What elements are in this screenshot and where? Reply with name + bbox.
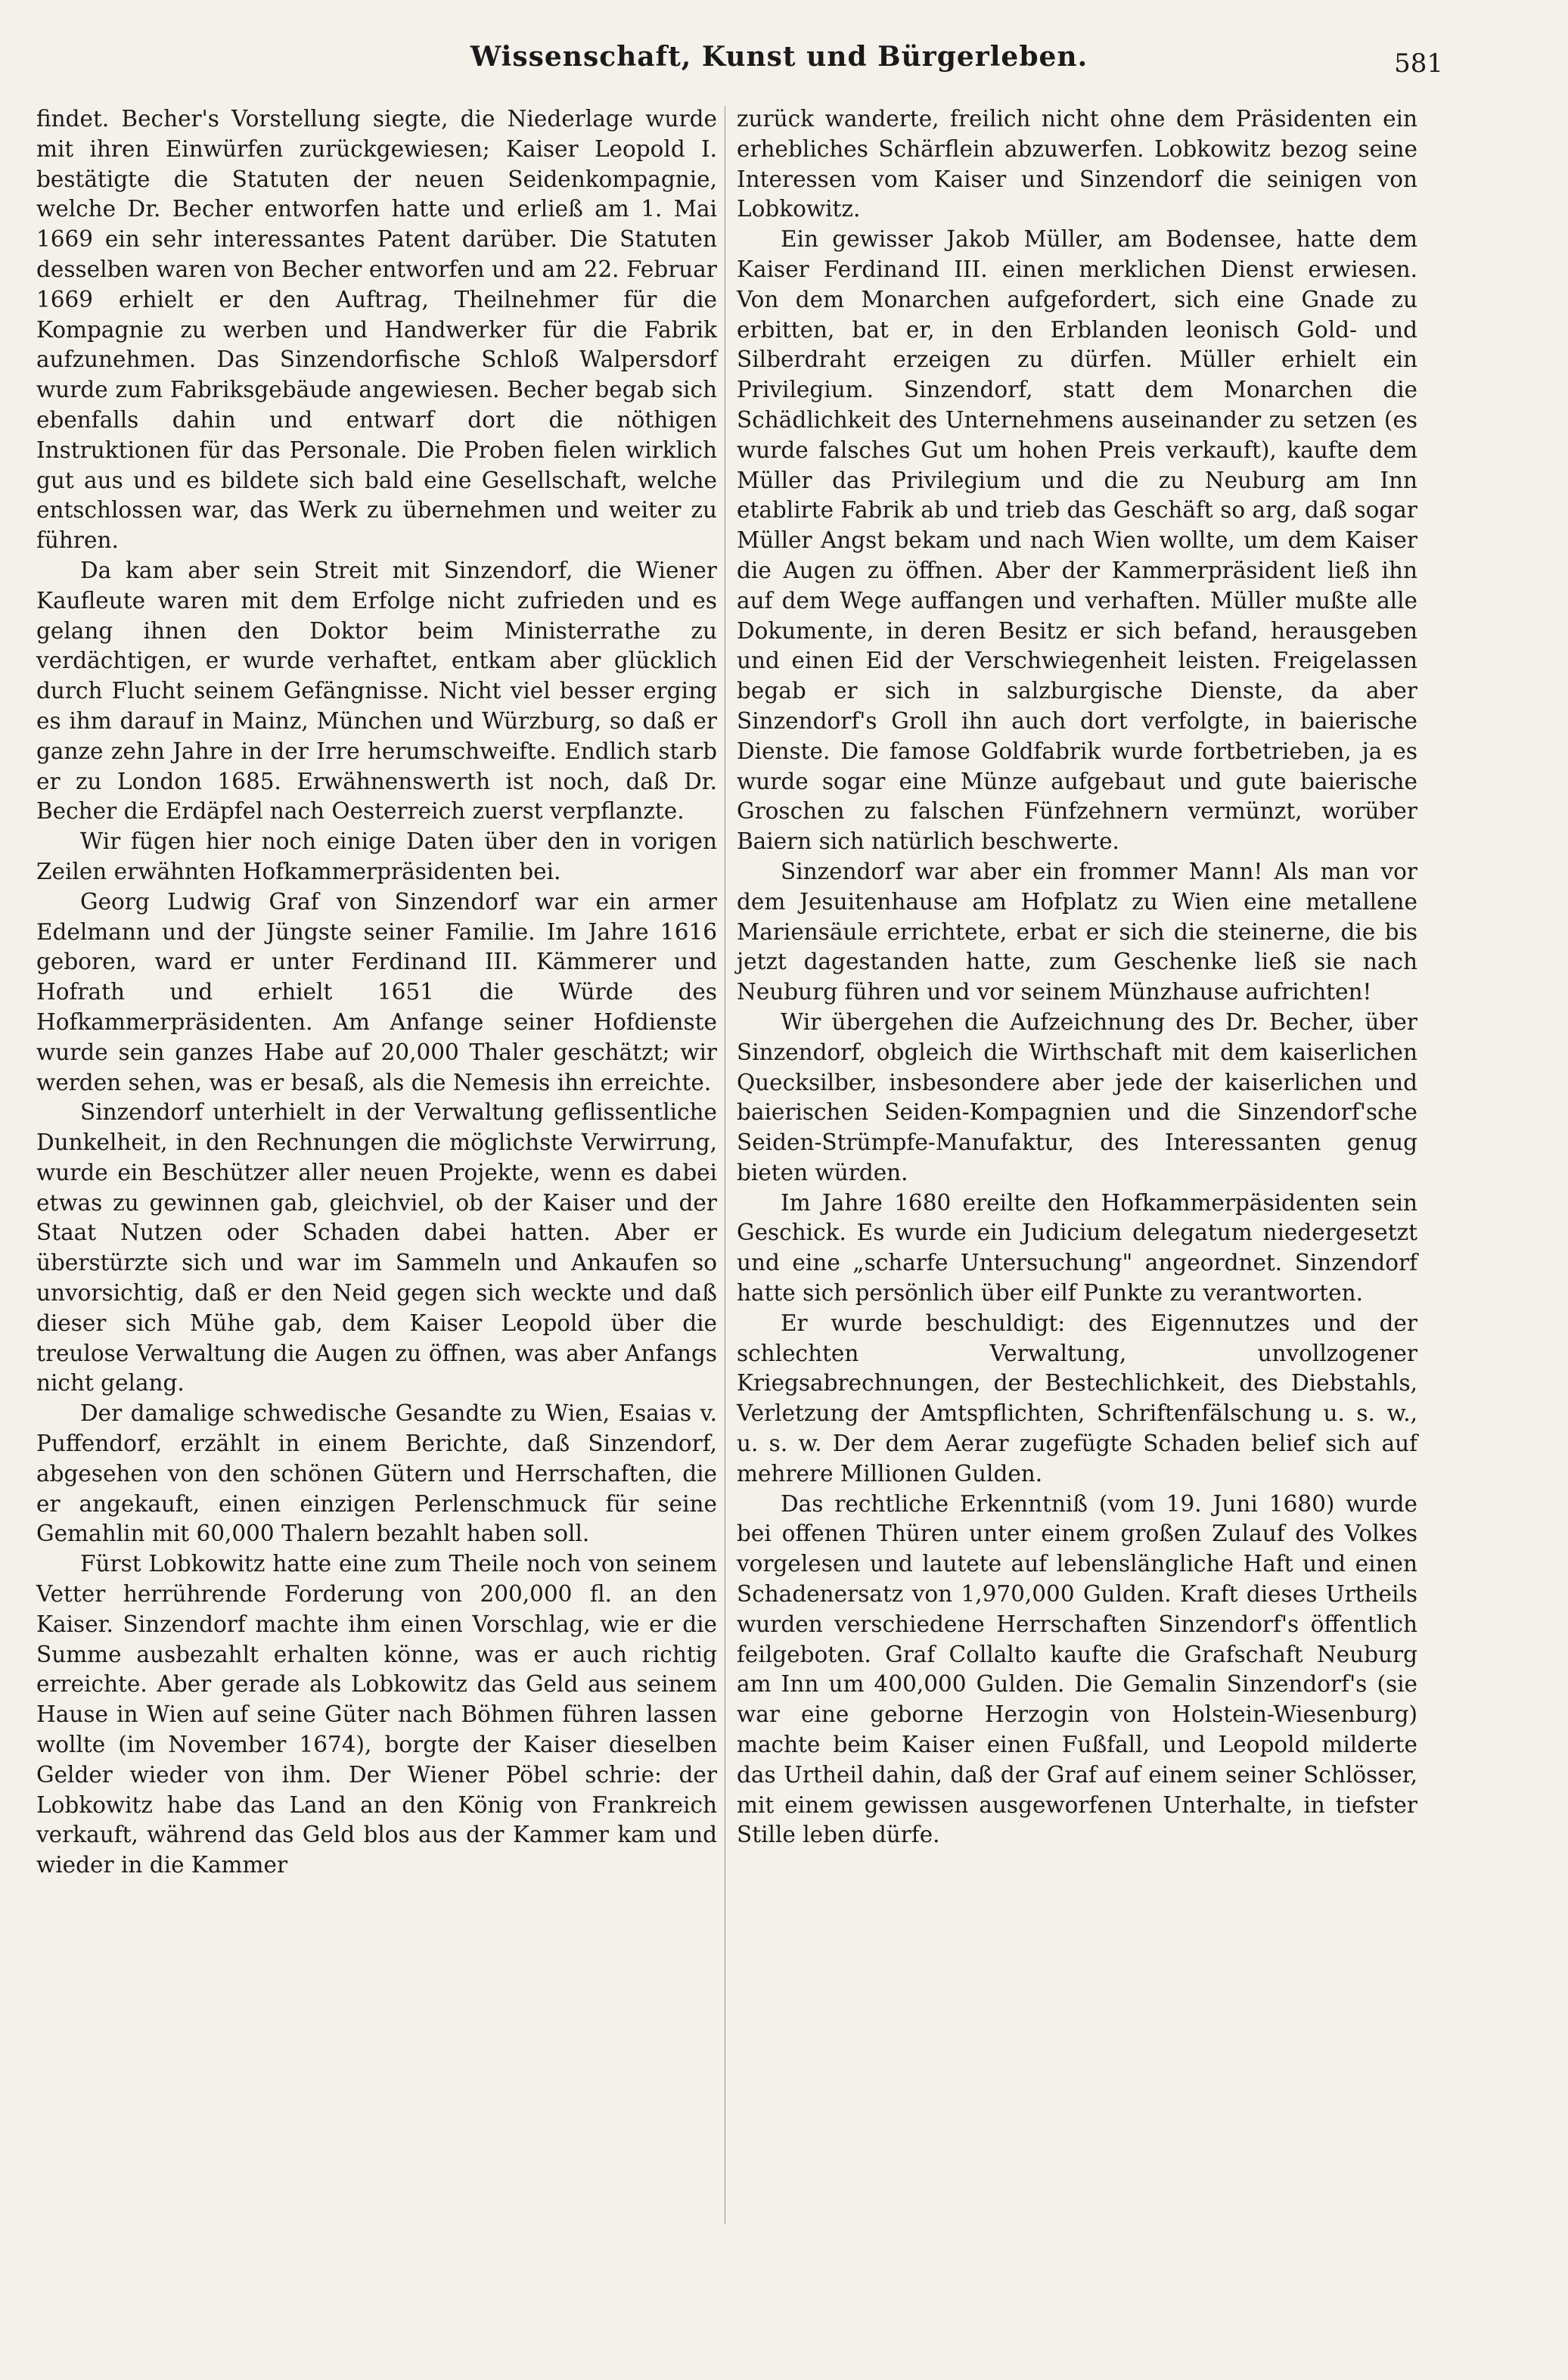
page-number: 581 bbox=[1394, 48, 1443, 79]
paragraph: findet. Becher's Vorstellung siegte, die Niederlage wurde mit ihren Einwürfen zurückgewiesen; Kaiser Leopold I. bestätigte die Statuten der neuen Seidenkompagnie, welche Dr. Becher entworfen hatte und erließ am 1. Mai 1669 ein sehr interessantes Patent darüber. Die Statuten desselben waren von Becher entworfen und am 22. Februar 1669 erhielt er den Auftrag, Theilnehmer für die Kompagnie zu werben und Handwerker für die Fabrik aufzunehmen. Das Sinzendorfische Schloß Walpersdorf wurde zum Fabriksgebäude angewiesen. Becher begab sich ebenfalls dahin und entwarf dort die nöthigen Instruktionen für das Personale. Die Proben fielen wirklich gut aus und es bildete sich bald eine Gesellschaft, welche entschlossen war, das Werk zu übernehmen und weiter zu führen. bbox=[36, 106, 717, 554]
paragraph: zurück wanderte, freilich nicht ohne dem Präsidenten ein erhebliches Schärflein abzuwerfen. Lobkowitz bezog seine Interessen vom Kaiser und Sinzendorf die seinigen von Lobkowitz. bbox=[737, 106, 1417, 222]
paragraph: Sinzendorf war aber ein frommer Mann! Als man vor dem Jesuitenhause am Hofplatz zu Wien eine metallene Mariensäule errichtete, erbat er sich die steinerne, die bis jetzt dagestanden hatte, zum Geschenke ließ sie nach Neuburg führen und vor seinem Münzhause aufrichten! bbox=[737, 858, 1417, 1005]
right-column bbox=[737, 104, 1417, 1850]
paragraph: Der damalige schwedische Gesandte zu Wien, Esaias v. Puffendorf, erzählt in einem Berichte, daß Sinzendorf, abgesehen von den schönen Gütern und Herrschaften, die er angekauft, einen einzigen Perlenschmuck für seine Gemahlin mit 60,000 Thalern bezahlt haben soll. bbox=[36, 1400, 717, 1547]
paragraph: Das rechtliche Erkenntniß (vom 19. Juni 1680) wurde bei offenen Thüren unter einem großen Zulauf des Volkes vorgelesen und lautete auf lebenslängliche Haft und einen Schadenersatz von 1,970,000 Gulden. Kraft dieses Urtheils wurden verschiedene Herrschaften Sinzendorf's öffentlich feilgeboten. Graf Collalto kaufte die Grafschaft Neuburg am Inn um 400,000 Gulden. Die Gemalin Sinzendorf's (sie war eine geborne Herzogin von Holstein-Wiesenburg) machte beim Kaiser einen Fußfall, und Leopold milderte das Urtheil dahin, daß der Graf auf einem seiner Schlösser, mit einem gewissen ausgeworfenen Unterhalte, in tiefster Stille leben dürfe. bbox=[737, 1490, 1417, 1848]
paragraph: Er wurde beschuldigt: des Eigennutzes und der schlechten Verwaltung, unvollzogener Kriegsabrechnungen, der Bestechlichkeit, des Diebstahls, Verletzung der Amtspflichten, Schriftenfälschung u. s. w., u. s. w. Der dem Aerar zugefügte Schaden belief sich auf mehrere Millionen Gulden. bbox=[737, 1310, 1417, 1487]
paragraph: Im Jahre 1680 ereilte den Hofkammerpäsidenten sein Geschick. Es wurde ein Judicium delegatum niedergesetzt und eine „scharfe Untersuchung" angeordnet. Sinzendorf hatte sich persönlich über eilf Punkte zu verantworten. bbox=[737, 1189, 1417, 1307]
paragraph: Wir übergehen die Aufzeichnung des Dr. Becher, über Sinzendorf, obgleich die Wirthschaft mit dem kaiserlichen Quecksilber, insbesondere aber jede der kaiserlichen und baierischen Seiden-Kompagnien und die Sinzendorf'sche Seiden-Strümpfe-Manufaktur, des Interessanten genug bieten würden. bbox=[737, 1008, 1417, 1185]
paragraph: Georg Ludwig Graf von Sinzendorf war ein armer Edelmann und der Jüngste seiner Familie. Im Jahre 1616 geboren, ward er unter Ferdinand III. Kämmerer und Hofrath und erhielt 1651 die Würde des Hofkammerpräsidenten. Am Anfange seiner Hofdienste wurde sein ganzes Habe auf 20,000 Thaler geschätzt; wir werden sehen, was er besaß, als die Nemesis ihn erreichte. bbox=[36, 888, 717, 1095]
paragraph: Wir fügen hier noch einige Daten über den in vorigen Zeilen erwähnten Hofkammerpräsidenten bei. bbox=[36, 828, 717, 884]
paragraph: Fürst Lobkowitz hatte eine zum Theile noch von seinem Vetter herrührende Forderung von 200,000 fl. an den Kaiser. Sinzendorf machte ihm einen Vorschlag, wie er die Summe ausbezahlt erhalten könne, was er auch richtig erreichte. Aber gerade als Lobkowitz das Geld aus seinem Hause in Wien auf seine Güter nach Böhmen führen lassen wollte (im November 1674), borgte der Kaiser dieselben Gelder wieder von ihm. Der Wiener Pöbel schrie: der Lobkowitz habe das Land an den König von Frankreich verkauft, während das Geld blos aus der Kammer kam und wieder in die Kammer bbox=[36, 1551, 717, 1878]
paragraph: Ein gewisser Jakob Müller, am Bodensee, hatte dem Kaiser Ferdinand III. einen merklichen Dienst erwiesen. Von dem Monarchen aufgefordert, sich eine Gnade zu erbitten, bat er, in den Erblanden leonisch Gold- und Silberdraht erzeigen zu dürfen. Müller erhielt ein Privilegium. Sinzendorf, statt dem Monarchen die Schädlichkeit des Unternehmens auseinander zu setzen (es wurde falsches Gut um hohen Preis verkauft), kaufte dem Müller das Privilegium und die zu Neuburg am Inn etablirte Fabrik ab und trieb das Geschäft so arg, daß sogar Müller Angst bekam und nach Wien wollte, um dem Kaiser die Augen zu öffnen. Aber der Kammerpräsident ließ ihn auf dem Wege auffangen und verhaften. Müller mußte alle Dokumente, in deren Besitz er sich befand, herausgeben und einen Eid der Verschwiegenheit leisten. Freigelassen begab er sich in salzburgische Dienste, da aber Sinzendorf's Groll ihn auch dort verfolgte, in baierische Dienste. Die famose Goldfabrik wurde fortbetrieben, ja es wurde sogar eine Münze aufgebaut und gute baierische Groschen zu falschen Fünfzehnern vermünzt, worüber Baiern sich natürlich beschwerte. bbox=[737, 226, 1417, 855]
paragraph: Da kam aber sein Streit mit Sinzendorf, die Wiener Kaufleute waren mit dem Erfolge nicht zufrieden und es gelang ihnen den Doktor beim Ministerrathe zu verdächtigen, er wurde verhaftet, entkam aber glücklich durch Flucht seinem Gefängnisse. Nicht viel besser erging es ihm darauf in Mainz, München und Würzburg, so daß er ganze zehn Jahre in der Irre herumschweifte. Endlich starb er zu London 1685. Erwähnenswerth ist noch, daß Dr. Becher die Erdäpfel nach Oesterreich zuerst verpflanzte. bbox=[36, 557, 717, 825]
left-column bbox=[36, 104, 717, 1881]
running-head: Wissenschaft, Kunst und Bürgerleben. bbox=[470, 41, 1088, 73]
paragraph: Sinzendorf unterhielt in der Verwaltung geflissentliche Dunkelheit, in den Rechnungen die möglichste Verwirrung, wurde ein Beschützer aller neuen Projekte, wenn es dabei etwas zu gewinnen gab, gleichviel, ob der Kaiser und der Staat Nutzen oder Schaden dabei hatten. Aber er überstürzte sich und war im Sammeln und Ankaufen so unvorsichtig, daß er den Neid gegen sich weckte und daß dieser sich Mühe gab, dem Kaiser Leopold über die treulose Verwaltung die Augen zu öffnen, was aber Anfangs nicht gelang. bbox=[36, 1099, 717, 1397]
